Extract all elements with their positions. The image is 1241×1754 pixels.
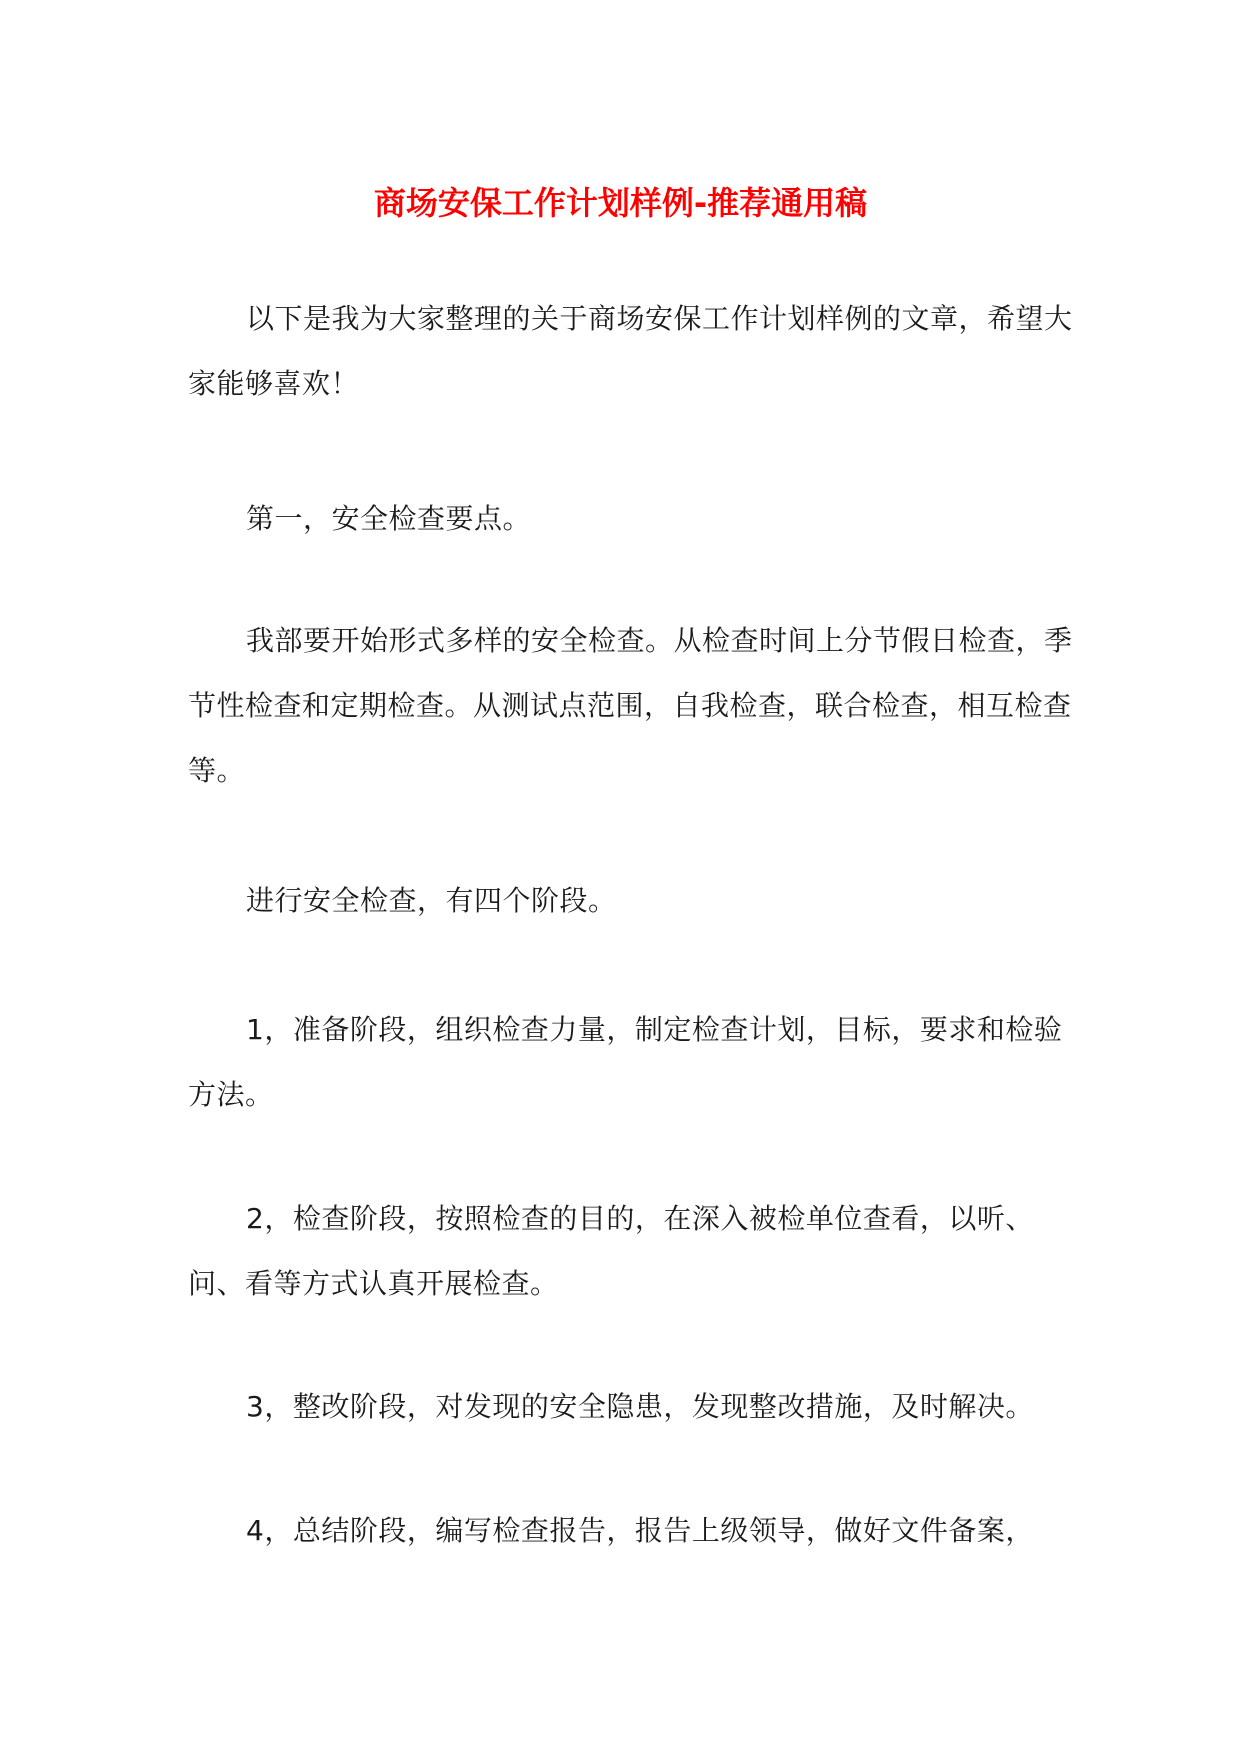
paragraph-section-one-heading: 第一，安全检查要点。 (246, 502, 532, 535)
paragraph-stage-1: 1，准备阶段，组织检查力量，制定检查计划，目标，要求和检验方法。 (188, 1013, 1063, 1111)
paragraph-inspection-types: 我部要开始形式多样的安全检查。从检查时间上分节假日检查，季节性检查和定期检查。从测试点范围，自我检查，联合检查，相互检查等。 (188, 624, 1073, 787)
paragraph-stage-4: 4，总结阶段，编写检查报告，报告上级领导，做好文件备案， (246, 1514, 1034, 1547)
paragraph-stage-2: 2，检查阶段，按照检查的目的，在深入被检单位查看，以听、问、看等方式认真开展检查。 (188, 1202, 1034, 1300)
paragraph-intro: 以下是我为大家整理的关于商场安保工作计划样例的文章，希望大家能够喜欢！ (188, 302, 1073, 400)
paragraph-four-stages: 进行安全检查，有四个阶段。 (246, 884, 617, 917)
document-title: 商场安保工作计划样例-推荐通用稿 (373, 184, 868, 223)
paragraph-stage-3: 3，整改阶段，对发现的安全隐患，发现整改措施，及时解决。 (246, 1390, 1034, 1423)
